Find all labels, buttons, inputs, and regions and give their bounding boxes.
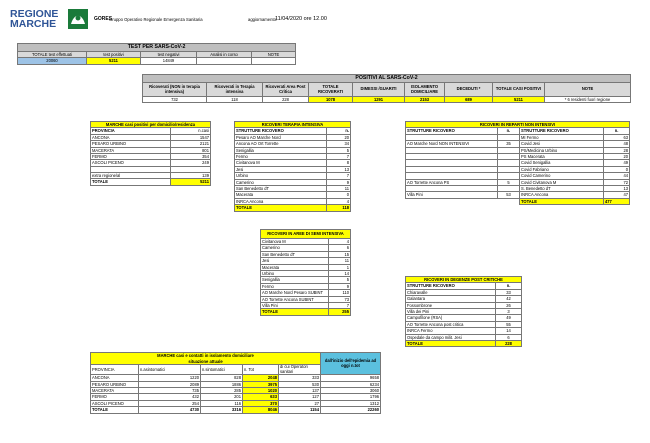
- positives-recovered-value: 1291: [353, 97, 405, 103]
- wards-total-value: 477: [604, 198, 630, 204]
- table-row: ASCOLI PICENO 254 116 370 27 1312: [92, 400, 379, 406]
- positives-col-ward: Ricoverati (NON in terapia intensiva): [143, 83, 207, 97]
- table-row: MI Fermo 63: [406, 134, 630, 140]
- table-row: Macerata 1: [262, 264, 349, 270]
- table-row: Urbino 7: [236, 173, 350, 179]
- province-col-name: PROVINCIA: [91, 128, 171, 134]
- wards-table: [405, 121, 630, 205]
- isolation-col-symptomatic: n.sintomatici: [201, 365, 243, 375]
- update-value: 11/04/2020 ore 12.00: [275, 15, 327, 22]
- tests-col-total: TOTALE test effettuati: [18, 52, 87, 58]
- post-col-structure: STRUTTURE RICOVERO: [406, 283, 496, 289]
- positives-col-total-hosp: TOTALE RICOVERATI: [309, 83, 353, 97]
- isolation-total-cumulative: 22260: [321, 407, 381, 413]
- tests-col-pending: Analisi in corso: [197, 52, 252, 58]
- table-row: Senigallia 5: [262, 277, 349, 283]
- header: [10, 9, 610, 33]
- tests-note-value: [252, 58, 296, 64]
- isolation-total-healthcare: 1154: [279, 407, 321, 413]
- tests-pending-value: [197, 58, 252, 64]
- isolation-col-healthcare: di cui Operatori sanitari: [279, 365, 321, 375]
- isolation-total-asymptomatic: 4730: [139, 407, 201, 413]
- table-row: Jesi 13: [236, 166, 350, 172]
- table-row: Pesaro AO Marche Nord 20: [236, 134, 350, 140]
- table-row: Ancona AO Ort Torrette 34: [236, 141, 350, 147]
- table-row: Fossombrone 26: [406, 302, 522, 308]
- isolation-col-total: n. Tot: [243, 365, 279, 375]
- table-row: extra regione/al 139: [92, 172, 209, 178]
- table-row: San Benedetto dT 11: [236, 186, 350, 192]
- table-row: San Benedetto dT 15: [262, 251, 349, 257]
- table-row: Jesi 11: [262, 258, 349, 264]
- tests-col-positive: test positivi: [87, 52, 141, 58]
- table-row: PESARO URBINO 2121: [92, 141, 209, 147]
- table-row: Villa dei Pini 3: [406, 309, 522, 315]
- isolation-total-symptomatic: 3316: [201, 407, 243, 413]
- isolation-col-province: PROVINCIA: [91, 365, 139, 375]
- province-total-label: TOTALE: [91, 179, 171, 185]
- table-row: Villa Pini 7: [262, 303, 349, 309]
- positives-col-recovered: DIMESSI /GUARITI: [353, 83, 405, 97]
- province-total-value: 5211: [171, 179, 211, 185]
- tests-table: [17, 43, 296, 65]
- table-row: Fermo 7: [236, 154, 350, 160]
- semi-total-value: 255: [329, 309, 351, 315]
- table-row: Campofilone (RSA) 49: [406, 315, 522, 321]
- regione-logo-emblem: [68, 9, 88, 29]
- regione-logo-text: [10, 9, 70, 29]
- post-critical-table: [405, 276, 522, 347]
- positives-ward-value: 732: [143, 97, 207, 103]
- isolation-table: [90, 352, 381, 414]
- table-row: Camerino 9: [236, 179, 350, 185]
- table-row: AO Torrette Ancona post critica 55: [406, 321, 522, 327]
- positives-isolation-value: 2153: [405, 97, 445, 103]
- table-row: Ospedale da campo milit. Jesi 6: [406, 334, 522, 340]
- province-table: [90, 121, 211, 186]
- wards-col-structure-right: STRUTTURE RICOVERO: [520, 128, 604, 134]
- positives-postcritical-value: 228: [263, 97, 309, 103]
- table-row: Covid Senigallia 49: [406, 160, 630, 166]
- table-row: Covid Camerino 44: [406, 173, 630, 179]
- table-row: Chiaravalle 33: [406, 289, 522, 295]
- wards-col-structure-left: STRUTTURE RICOVERO: [406, 128, 498, 134]
- positives-col-deceased: DECEDUTI *: [445, 83, 493, 97]
- table-row: ANCONA 1220 828 2048 333 9658: [92, 375, 379, 381]
- update-label: aggiornamento:: [248, 16, 278, 22]
- table-row: S. Benedetto dT 13: [406, 186, 630, 192]
- table-row: Civitanova M 4: [262, 239, 349, 244]
- post-total-value: 228: [496, 341, 522, 347]
- icu-table: [234, 121, 351, 212]
- table-row: Macerata 0: [236, 192, 350, 198]
- isolation-col-asymptomatic: n.asintomatici: [139, 365, 201, 375]
- wards-total-label: TOTALE: [520, 198, 604, 204]
- table-row: AO Torrette Ancona PS 5 Covid Civitanova M 72: [407, 179, 629, 185]
- table-row: ASCOLI PICENO 249: [92, 160, 209, 166]
- province-title: MARCHE casi positivi per domicilio/residenza: [91, 122, 211, 128]
- positives-deceased-value: 689: [445, 97, 493, 103]
- icu-total-value: 118: [327, 205, 351, 211]
- tests-col-note: NOTE: [252, 52, 296, 58]
- isolation-total-label: TOTALE: [91, 407, 139, 413]
- positives-icu-value: 118: [207, 97, 263, 103]
- table-row: Camerino 6: [262, 245, 349, 251]
- table-row: MACERATA 801: [92, 147, 209, 153]
- table-row: FERMO 432 201 633 127 1796: [92, 394, 379, 400]
- wards-title: RICOVERI IN REPARTI NON INTENSIVI: [406, 122, 630, 128]
- table-row: AO Torrette Ancona SUBINT 73: [262, 296, 349, 302]
- positives-total-cases-value: 5211: [493, 97, 545, 103]
- table-row: PS/Medicina Urbino 28: [406, 147, 630, 153]
- table-row: INRCA Ancona 4: [236, 198, 350, 204]
- positives-title: POSITIVI AL SARS-CoV-2: [143, 75, 631, 83]
- positives-col-icu: Ricoverati in Terapia intensiva: [207, 83, 263, 97]
- post-title: RICOVERI IN DEGENZE POST CRITICHE: [406, 277, 522, 283]
- semi-intensive-table: [260, 229, 351, 316]
- table-row: AO Marche Nord Pesaro SUBINT 110: [262, 290, 349, 296]
- post-col-count: n.: [496, 283, 522, 289]
- positives-col-postcritical: Ricoverati Area Post Critica: [263, 83, 309, 97]
- table-row: Covid Fabriano 0: [406, 166, 630, 172]
- table-row: INRCA Fermo 14: [406, 328, 522, 334]
- table-row: PS Macerata 20: [406, 154, 630, 160]
- logo-text: REGIONE MARCHE: [10, 8, 59, 30]
- table-row: Fermo 9: [262, 283, 349, 289]
- tests-total-value: 20060: [18, 58, 87, 64]
- table-row: Galantara 42: [406, 296, 522, 302]
- icu-title: RICOVERI TERAPIA INTENSIVA: [235, 122, 351, 128]
- icu-col-count: n.: [327, 128, 351, 134]
- icu-total-label: TOTALE: [235, 205, 327, 211]
- tests-positive-value: 5211: [87, 58, 141, 64]
- gores-description: Gruppo Operativo Regionale Emergenza Sanitaria: [109, 16, 203, 22]
- table-row: FERMO 354: [92, 154, 209, 160]
- table-row: Civitanova M 8: [236, 160, 350, 166]
- isolation-title: MARCHE casi e contatti in isolamento domiciliare: [91, 353, 321, 359]
- positives-col-total-cases: TOTALE CASI POSITIVI: [493, 83, 545, 97]
- positives-note-value: * 6 residenti fuori regione: [545, 97, 631, 103]
- tests-negative-value: 14849: [141, 58, 197, 64]
- semi-title: RICOVERI IN AREE DI SEMI INTENSIVA: [261, 230, 351, 239]
- post-total-label: TOTALE: [406, 341, 496, 347]
- table-row: ANCONA 1547: [92, 134, 209, 140]
- tests-title: TEST PER SARS-CoV-2: [18, 44, 296, 52]
- table-row: MACERATA 735 285 1020 137 3060: [92, 388, 379, 393]
- table-row: Villa Pini 53 INRCA Ancona 47: [407, 192, 629, 198]
- table-row: PESARO URBINO 2089 1886 3975 530 6234: [92, 381, 379, 387]
- table-row: Senigallia 5: [236, 147, 350, 153]
- semi-total-label: TOTALE: [261, 309, 329, 315]
- gores-label: GORES: [94, 16, 113, 22]
- positives-col-note: NOTE: [545, 83, 631, 97]
- isolation-total-total: 8046: [243, 407, 279, 413]
- positives-table: [142, 74, 631, 103]
- province-col-count: n.casi: [171, 128, 211, 134]
- table-row: Urbino 14: [262, 271, 349, 277]
- isolation-col-cumulative: dall'inizio dell'epidemia ad oggi n.tot: [321, 353, 381, 375]
- positives-col-isolation: ISOLAMENTO DOMICILIARE: [405, 83, 445, 97]
- table-row: AO Marche Nord NON INTENSIVI 35 Covid Jesi 48: [407, 141, 629, 147]
- positives-total-hosp-value: 1078: [309, 97, 353, 103]
- isolation-subtitle: situazione attuale: [91, 359, 321, 365]
- wards-col-count-right: n.: [604, 128, 630, 134]
- icu-col-structure: STRUTTURE RICOVERO: [235, 128, 327, 134]
- tests-col-negative: test negativi: [141, 52, 197, 58]
- wards-col-count-left: n.: [498, 128, 520, 134]
